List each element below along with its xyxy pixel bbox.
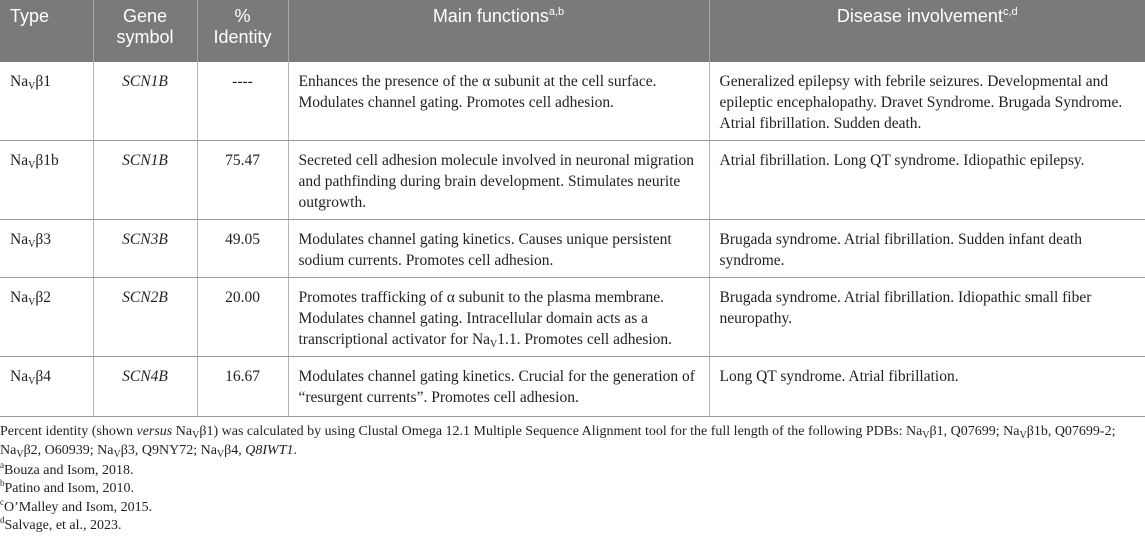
- cell-disease-involvement: Atrial fibrillation. Long QT syndrome. Idiopathic epilepsy.: [709, 140, 1145, 219]
- cell-identity: 20.00: [197, 277, 288, 356]
- cell-gene-symbol: SCN2B: [93, 277, 197, 356]
- cell-gene-symbol: SCN4B: [93, 356, 197, 416]
- cell-gene-symbol: SCN1B: [93, 140, 197, 219]
- cell-disease-involvement: Generalized epilepsy with febrile seizures. Developmental and epileptic encephalopathy. Dravet Syndrome. Brugada Syndrome. Atrial fibrillation. Sudden death.: [709, 62, 1145, 140]
- cell-identity: ----: [197, 62, 288, 140]
- cell-disease-involvement: Long QT syndrome. Atrial fibrillation.: [709, 356, 1145, 416]
- table-header-row: [0, 0, 1145, 62]
- header-identity-label: % Identity: [213, 6, 272, 47]
- cell-type: $Na_V\beta 1b$: [0, 140, 93, 219]
- header-main-functions-label: Main functions: [432, 6, 549, 26]
- cell-gene-symbol: SCN3B: [93, 219, 197, 277]
- table-row: [0, 356, 1145, 416]
- header-disease-involvement: [709, 0, 1145, 62]
- table-row: [0, 140, 1145, 219]
- cell-main-functions: Modulates channel gating kinetics. Crucial for the generation of “resurgent currents”. Promotes cell adhesion.: [288, 356, 709, 416]
- table-footnotes: [0, 417, 1145, 537]
- table-row: [0, 277, 1145, 356]
- table-row: [0, 62, 1145, 140]
- cell-type: $Na_V\beta 3$: [0, 219, 93, 277]
- cell-disease-involvement: Brugada syndrome. Atrial fibrillation. Sudden infant death syndrome.: [709, 219, 1145, 277]
- cell-type: $Na_V\beta 2$: [0, 277, 93, 356]
- header-gene-symbol-label: Gene symbol: [116, 6, 174, 47]
- table-row: [0, 219, 1145, 277]
- cell-identity: 75.47: [197, 140, 288, 219]
- footnote-a: $^a$Bouza and Isom, 2018.: [0, 459, 134, 478]
- cell-type: $Na_V\beta 1$: [0, 62, 93, 140]
- header-main-functions: [288, 0, 709, 62]
- footnote-d: $^d$Salvage, et al., 2023.: [0, 515, 122, 534]
- header-type: [0, 0, 93, 62]
- footnote-c: $^c$O’Malley and Isom, 2015.: [0, 496, 153, 515]
- cell-main-functions: Enhances the presence of the α subunit at the cell surface. Modulates channel gating. Promotes cell adhesion.: [288, 62, 709, 140]
- header-functions-footnote-marker: a,b: [548, 6, 565, 18]
- cell-identity: 49.05: [197, 219, 288, 277]
- header-type-label: Type: [10, 6, 50, 26]
- cell-gene-symbol: SCN1B: [93, 62, 197, 140]
- cell-main-functions: Modulates channel gating kinetics. Causes unique persistent sodium currents. Promotes cell adhesion.: [288, 219, 709, 277]
- header-disease-label: Disease involvement: [836, 6, 1003, 26]
- footnote-b: $^b$Patino and Isom, 2010.: [0, 478, 134, 497]
- cell-main-functions: Secreted cell adhesion molecule involved in neuronal migration and pathfinding during brain development. Stimulates neurite outgrowth.: [288, 140, 709, 219]
- header-disease-footnote-marker: c,d: [1002, 6, 1018, 18]
- identity-method-note: Percent identity (shown versus $Na_V\beta 1$) was calculated by using Clustal Omega 12.1 Multiple Sequence Alignment tool for the full length of the following PDBs: $Na_V\beta 1$, Q07699; $Na_V\beta 1b$, Q07699-2; $Na_V\beta 2$, O60939; $Na_V\beta 3$, Q9NY72; $Na_V\beta 4$, Q8IWT1.: [0, 423, 1116, 461]
- cell-main-functions: Promotes trafficking of α subunit to the plasma membrane. Modulates channel gating. Intracellular domain acts as a transcriptional activator for $Na_V1.1$. Promotes cell adhesion.: [288, 277, 709, 356]
- header-identity: [197, 0, 288, 62]
- header-gene-symbol: [93, 0, 197, 62]
- cell-disease-involvement: Brugada syndrome. Atrial fibrillation. Idiopathic small fiber neuropathy.: [709, 277, 1145, 356]
- cell-type: $Na_V\beta 4$: [0, 356, 93, 416]
- cell-identity: 16.67: [197, 356, 288, 416]
